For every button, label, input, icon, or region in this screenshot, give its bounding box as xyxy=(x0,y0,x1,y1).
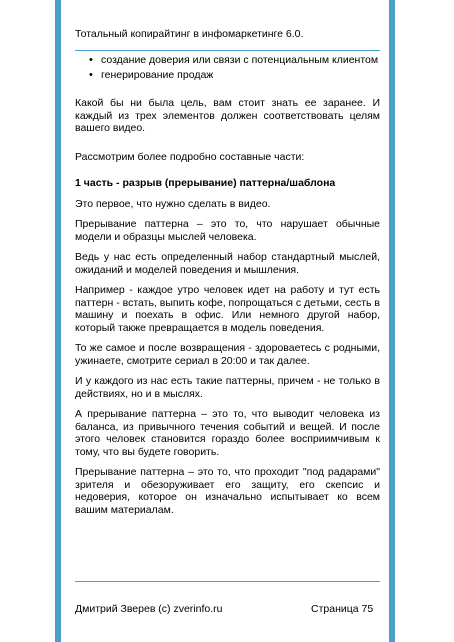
paragraph: А прерывание паттерна – это то, что выводит человека из баланса, из привычного течения событий и вещей. И после этого человек становится гораздо более восприимчивым к тому, что вы будете говорить. xyxy=(75,408,380,458)
paragraph: Рассмотрим более подробно составные части: xyxy=(75,150,305,163)
right-margin-bar xyxy=(389,0,395,642)
paragraph: То же самое и после возвращения - здороваетесь с родными, ужинаете, смотрите сериал в 20:00 и так далее. xyxy=(75,342,380,367)
left-margin-bar xyxy=(55,0,61,642)
paragraph: Прерывание паттерна – это то, что проходит "под радарами" зрителя и обезоруживает его защиту, его скепсис и недоверия, которое он изначально испытывает ко всем вашим материалам. xyxy=(75,466,380,516)
page-number: Страница 75 xyxy=(311,603,374,615)
list-item: • генерирование продаж xyxy=(101,69,380,82)
paragraph: Это первое, что нужно сделать в видео. xyxy=(75,197,271,210)
footer-divider xyxy=(75,581,380,582)
paragraph: Ведь у нас есть определенный набор стандартный мыслей, ожиданий и моделей поведения и мышления. xyxy=(75,251,380,276)
paragraph: Например - каждое утро человек идет на работу и тут есть паттерн - встать, выпить кофе, попрощаться с детьми, сесть в машину и поехать в офис. Или немного другой набор, который также превращается в модель поведения. xyxy=(75,284,380,334)
header-divider xyxy=(75,50,380,51)
paragraph: Прерывание паттерна – это то, что нарушает обычные модели и образцы мыслей человека. xyxy=(75,218,380,243)
page-body xyxy=(75,54,380,524)
paragraph: И у каждого из нас есть такие паттерны, причем - не только в действиях, но и в мыслях. xyxy=(75,375,380,400)
footer-author: Дмитрий Зверев (с) zverinfo.ru xyxy=(75,603,223,615)
paragraph: Какой бы ни была цель, вам стоит знать ее заранее. И каждый из трех элементов должен соответствовать целям вашего видео. xyxy=(75,97,380,134)
list-item: • создание доверия или связи с потенциальным клиентом xyxy=(101,54,380,67)
page-header: Тотальный копирайтинг в инфомаркетинге 6.0. xyxy=(75,28,304,40)
bullet-list xyxy=(75,54,380,81)
section-heading: 1 часть - разрыв (прерывание) паттерна/шаблона xyxy=(75,177,336,189)
